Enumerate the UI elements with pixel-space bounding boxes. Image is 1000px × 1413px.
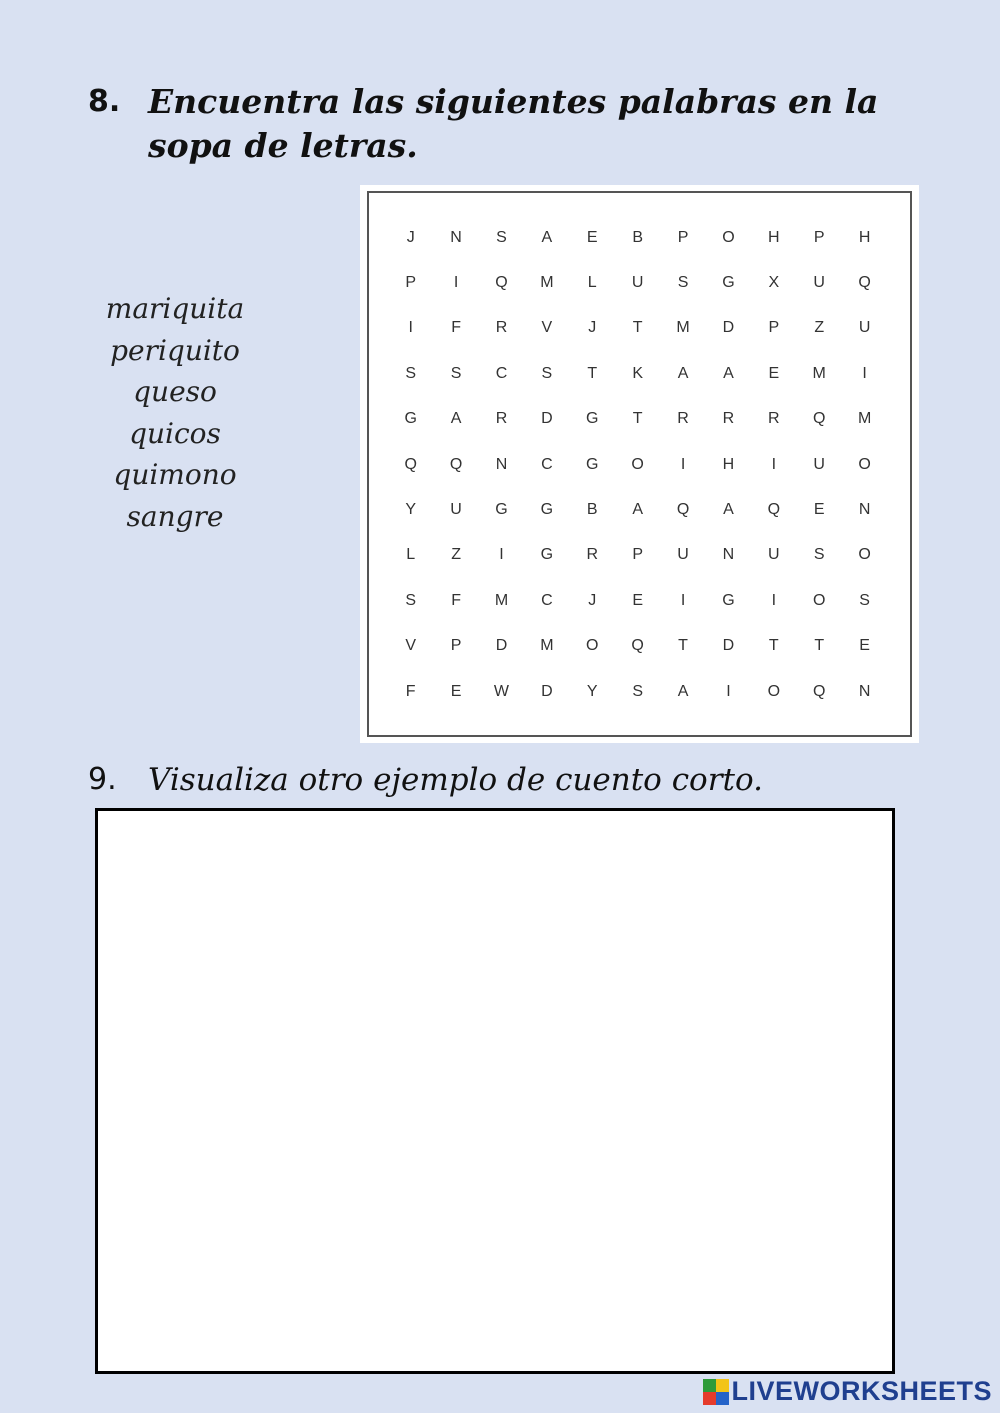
word-search-cell[interactable]: R [495,410,508,428]
word-search-cell[interactable]: R [768,410,780,428]
word-search-cell[interactable]: P [677,228,689,246]
word-search-cell[interactable]: U [858,319,871,337]
word-search-cell[interactable]: D [722,637,735,655]
word-search-cell[interactable]: I [453,274,459,292]
word-search-cell[interactable]: I [408,319,413,337]
word-search-cell[interactable]: P [450,637,462,655]
word-search-cell[interactable]: R [495,319,508,337]
liveworksheets-brand [703,1376,992,1407]
word-search-cell[interactable]: Q [449,455,463,473]
word-list-item: queso [133,375,217,408]
word-search-cell[interactable]: R [722,410,735,428]
word-list-item: sangre [126,499,224,533]
word-search-cell[interactable]: S [450,364,462,382]
word-search-cell[interactable]: Q [812,682,826,700]
word-search-cell[interactable]: Q [631,637,644,655]
word-search-cell[interactable]: N [495,455,508,473]
word-search-cell[interactable]: S [496,228,507,246]
word-search-cell[interactable]: C [541,591,553,609]
word-search-cell[interactable]: A [723,364,734,382]
brand-text: LIVEWORKSHEETS [731,1376,992,1406]
word-search-cell[interactable]: E [632,591,643,609]
word-search-cell[interactable]: Y [586,682,598,700]
word-search-cell[interactable]: S [541,364,553,382]
word-search-cell[interactable]: A [541,228,553,246]
word-search-cell[interactable]: S [405,364,417,382]
word-search-cell[interactable]: U [677,546,689,564]
word-search-cell[interactable]: U [631,274,644,292]
word-search-cell[interactable]: U [450,501,462,519]
word-search-cell[interactable]: D [495,637,508,655]
word-search-cell[interactable]: G [586,455,599,473]
word-search-cell[interactable]: A [632,501,643,519]
answer-box[interactable] [95,808,895,1374]
word-search-cell[interactable]: O [858,546,871,564]
word-search-cell[interactable]: R [677,410,689,428]
word-search-cell[interactable]: S [405,591,417,609]
word-search-cell[interactable]: O [631,455,644,473]
word-search-cell[interactable]: G [540,546,554,564]
word-search-cell[interactable]: Y [405,501,417,519]
word-search-cell[interactable]: N [450,228,462,246]
word-list-item: quimono [113,458,237,491]
word-search-cell[interactable]: C [495,364,508,382]
word-search-cell[interactable]: O [586,637,599,655]
word-search-cell[interactable]: Q [676,501,690,519]
word-search-cell[interactable]: P [813,228,825,246]
word-search-cell[interactable]: M [676,319,690,337]
word-search-cell[interactable]: K [632,364,643,382]
word-search-cell[interactable]: O [858,455,871,473]
word-search-cell[interactable]: F [451,591,461,609]
word-search-cell[interactable]: E [450,682,462,700]
word-search-cell[interactable]: L [406,546,416,564]
word-search-cell[interactable]: M [540,274,554,292]
word-search-cell[interactable]: T [678,637,688,655]
word-search-cell[interactable]: E [859,637,870,655]
word-search-cell[interactable]: X [768,274,780,292]
word-search-cell[interactable]: G [722,591,735,609]
word-search-cell[interactable]: D [541,682,553,700]
word-search-cell[interactable]: E [586,228,598,246]
word-search-cell[interactable]: P [632,546,643,564]
word-search-cell[interactable]: A [677,364,689,382]
word-search-cell[interactable]: F [405,682,416,700]
word-search-cell[interactable]: T [587,364,598,382]
word-search-cell[interactable]: A [450,410,462,428]
word-search-panel [360,185,919,743]
word-search-cell[interactable]: U [813,274,825,292]
word-search-cell[interactable]: N [858,682,871,700]
word-search-cell[interactable]: M [540,637,554,655]
word-search-cell[interactable]: I [680,591,686,609]
word-search-cell[interactable]: Z [814,319,825,337]
word-search-cell[interactable]: I [726,682,731,700]
word-search-cell[interactable]: J [588,591,597,609]
word-search-cell[interactable]: S [813,546,825,564]
word-search-cell[interactable]: Q [767,501,781,519]
word-search-cell[interactable]: Q [404,455,417,473]
word-list [70,288,280,537]
word-search-cell[interactable]: P [405,274,417,292]
word-search-cell[interactable]: A [723,501,734,519]
word-search-cell[interactable]: I [680,455,686,473]
question-8-number: 8. [88,84,121,119]
word-search-cell[interactable]: D [722,319,735,337]
word-search-cell[interactable]: U [813,455,825,473]
word-search-cell[interactable]: Q [812,410,826,428]
word-search-cell[interactable]: O [722,228,735,246]
word-search-cell[interactable]: F [451,319,461,337]
word-search-cell[interactable]: P [768,319,780,337]
word-search-cell[interactable]: B [586,501,598,519]
word-search-cell[interactable]: Q [858,274,871,292]
word-search-cell[interactable]: B [632,228,643,246]
word-search-cell[interactable]: I [771,455,777,473]
word-search-cell[interactable]: E [813,501,825,519]
word-search-cell[interactable]: I [771,591,777,609]
word-search-cell[interactable]: W [493,682,510,700]
word-search-grid[interactable] [388,215,887,714]
word-search-cell[interactable]: L [587,274,597,292]
word-search-cell[interactable]: S [677,274,689,292]
word-search-cell[interactable]: M [812,364,826,382]
question-8-text: Encuentra las siguientes palabras en la sopa de letras. [148,82,879,165]
word-search-cell[interactable]: G [722,274,735,292]
word-search-cell[interactable]: D [541,410,553,428]
word-search-cell[interactable]: N [722,546,735,564]
word-search-cell[interactable]: M [494,591,509,609]
word-search-cell[interactable]: O [812,591,826,609]
word-search-cell[interactable]: G [586,410,599,428]
word-search-cell[interactable]: T [632,319,643,337]
word-search-cell[interactable]: H [858,228,871,246]
word-search-cell[interactable]: J [588,319,597,337]
word-search-cell[interactable]: V [405,637,417,655]
word-search-cell[interactable]: O [767,682,781,700]
word-search-cell[interactable]: C [541,455,553,473]
word-search-cell[interactable]: G [404,410,417,428]
word-search-cell[interactable]: Z [451,546,461,564]
word-search-cell[interactable]: H [768,228,780,246]
word-search-cell[interactable]: I [499,546,504,564]
word-search-cell[interactable]: M [857,410,872,428]
word-search-cell[interactable]: V [541,319,553,337]
word-search-cell[interactable]: H [722,455,735,473]
word-search-cell[interactable]: G [495,501,508,519]
word-search-cell[interactable]: G [540,501,554,519]
word-search-cell[interactable]: S [632,682,643,700]
word-search-cell[interactable]: E [768,364,780,382]
word-search-cell[interactable]: Q [495,274,508,292]
word-search-cell[interactable]: I [862,364,867,382]
word-list-item: periquito [110,333,240,367]
liveworksheets-logo-icon [703,1379,729,1405]
question-9-text: Visualiza otro ejemplo de cuento corto. [148,762,763,798]
word-search-cell[interactable]: T [632,410,643,428]
word-list-item: mariquita [105,292,245,325]
word-search-cell[interactable]: U [768,546,780,564]
word-search-cell[interactable]: N [858,501,871,519]
word-search-cell[interactable]: J [406,228,415,246]
word-search-cell[interactable]: R [586,546,599,564]
word-search-cell[interactable]: T [768,637,779,655]
word-search-cell[interactable]: A [677,682,689,700]
word-search-cell[interactable]: S [859,591,870,609]
word-search-cell[interactable]: T [814,637,825,655]
word-list-item: quicos [129,416,221,450]
question-9-number: 9. [88,762,117,797]
